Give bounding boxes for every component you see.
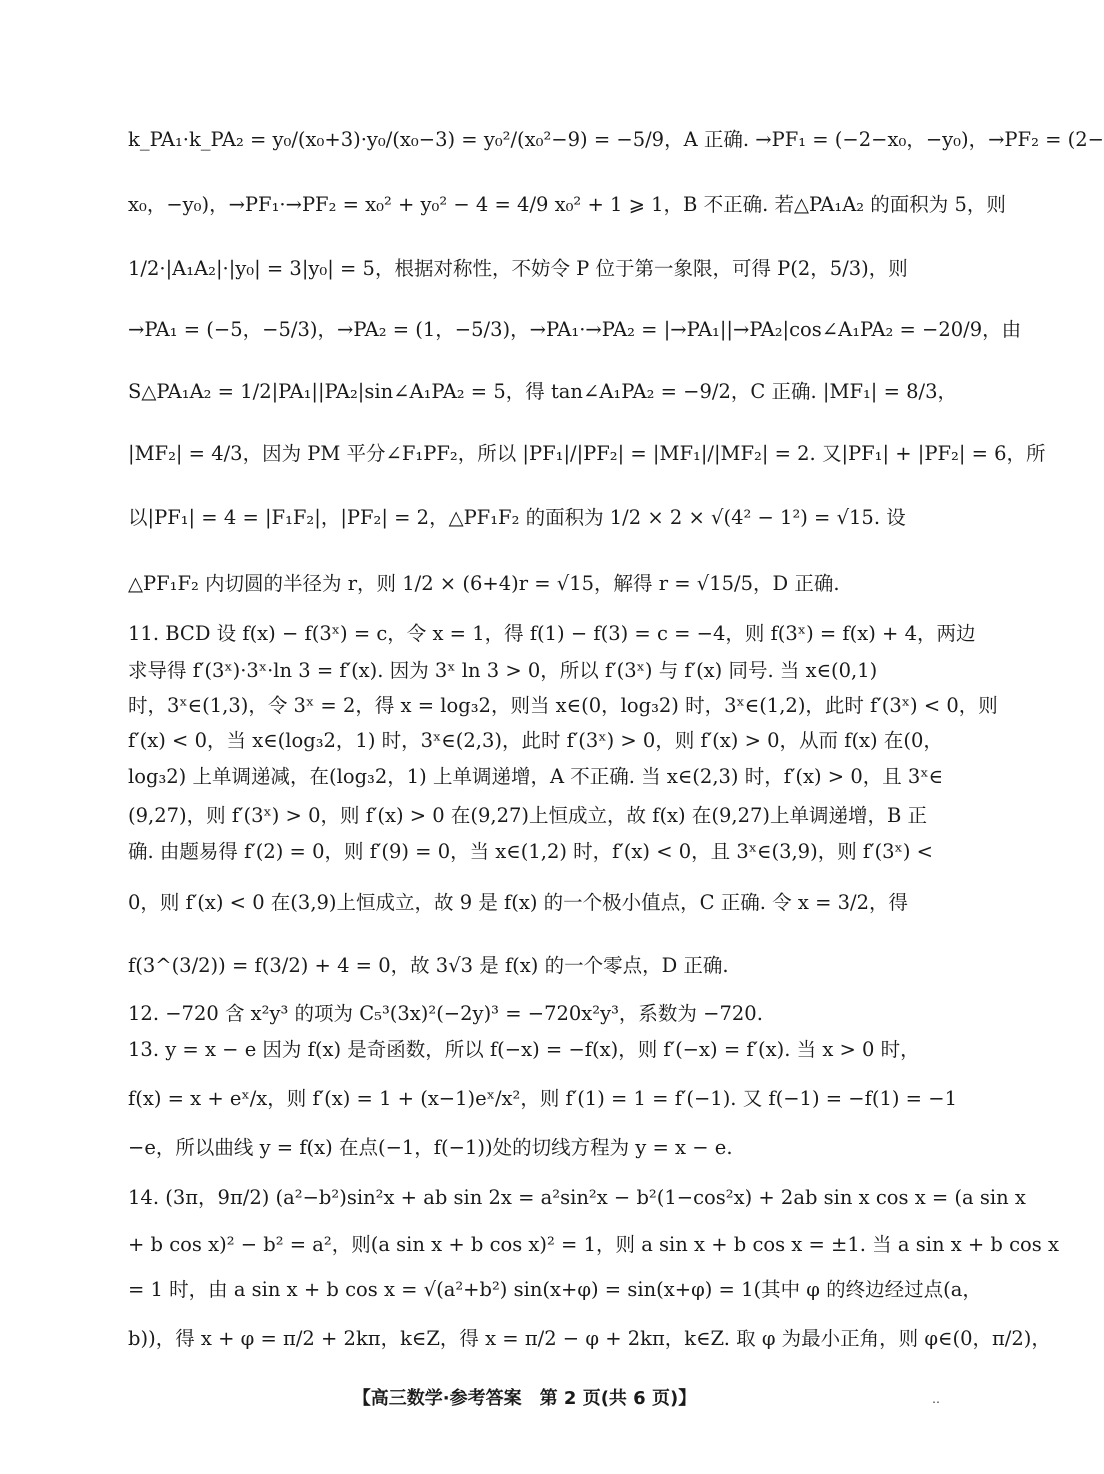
text-line: 求导得 f′(3ˣ)·3ˣ·ln 3 = f′(x). 因为 3ˣ ln 3 > 0，所以 f′(3ˣ) 与 f′(x) 同号. 当 x∈(0,1): [128, 659, 878, 682]
page-footer: 【高三数学·参考答案 第 2 页(共 6 页)】: [352, 1388, 697, 1409]
answer-14-line: 14. (3π，9π/2) (a²−b²)sin²x + ab sin 2x = a²sin²x − b²(1−cos²x) + 2ab sin x cos x = (a sin x: [128, 1186, 1026, 1209]
corner-mark: ‥: [932, 1392, 941, 1406]
text-line: f′(x) < 0，当 x∈(log₃2，1) 时，3ˣ∈(2,3)，此时 f′(3ˣ) > 0，则 f′(x) > 0，从而 f(x) 在(0，: [128, 729, 943, 752]
answer-12-line: 12. −720 含 x²y³ 的项为 C₅³(3x)²(−2y)³ = −720x²y³，系数为 −720.: [128, 1002, 763, 1025]
text-line: 确. 由题易得 f′(2) = 0，则 f′(9) = 0，当 x∈(1,2) 时，f′(x) < 0，且 3ˣ∈(3,9)，则 f′(3ˣ) <: [128, 840, 933, 863]
text-line: f(3^(3/2)) = f(3/2) + 4 = 0，故 3√3 是 f(x) 的一个零点，D 正确.: [128, 954, 729, 977]
text-line: b))，得 x + φ = π/2 + 2kπ，k∈Z，得 x = π/2 − φ + 2kπ，k∈Z. 取 φ 为最小正角，则 φ∈(0，π/2)，: [128, 1327, 1051, 1350]
text-line: + b cos x)² − b² = a²，则(a sin x + b cos x)² = 1，则 a sin x + b cos x = ±1. 当 a sin x + b cos x: [128, 1233, 1059, 1256]
text-line: S△PA₁A₂ = 1/2|PA₁||PA₂|sin∠A₁PA₂ = 5，得 tan∠A₁PA₂ = −9/2，C 正确. |MF₁| = 8/3，: [128, 380, 957, 403]
text-line: →PA₁ = (−5，−5/3)，→PA₂ = (1，−5/3)，→PA₁·→PA₂ = |→PA₁||→PA₂|cos∠A₁PA₂ = −20/9，由: [128, 318, 1022, 341]
text-line: 以|PF₁| = 4 = |F₁F₂|，|PF₂| = 2，△PF₁F₂ 的面积为 1/2 × 2 × √(4² − 1²) = √15. 设: [128, 506, 906, 529]
text-line: k_PA₁·k_PA₂ = y₀/(x₀+3)·y₀/(x₀−3) = y₀²/(x₀²−9) = −5/9，A 正确. →PF₁ = (−2−x₀，−y₀)，→PF₂ = (2−: [128, 128, 1104, 151]
text-line: f(x) = x + eˣ/x，则 f′(x) = 1 + (x−1)eˣ/x²，则 f′(1) = 1 = f′(−1). 又 f(−1) = −f(1) = −1: [128, 1087, 957, 1110]
text-line: = 1 时，由 a sin x + b cos x = √(a²+b²) sin(x+φ) = sin(x+φ) = 1(其中 φ 的终边经过点(a，: [128, 1278, 982, 1301]
text-line: △PF₁F₂ 内切圆的半径为 r，则 1/2 × (6+4)r = √15，解得 r = √15/5，D 正确.: [128, 572, 840, 595]
text-line: log₃2) 上单调递减，在(log₃2，1) 上单调递增，A 不正确. 当 x∈(2,3) 时，f′(x) > 0，且 3ˣ∈: [128, 765, 944, 788]
text-line: 1/2·|A₁A₂|·|y₀| = 3|y₀| = 5，根据对称性，不妨令 P 位于第一象限，可得 P(2，5/3)，则: [128, 257, 908, 280]
text-line: −e，所以曲线 y = f(x) 在点(−1，f(−1))处的切线方程为 y = x − e.: [128, 1136, 733, 1159]
text-line: 时，3ˣ∈(1,3)，令 3ˣ = 2，得 x = log₃2，则当 x∈(0，log₃2) 时，3ˣ∈(1,2)，此时 f′(3ˣ) < 0，则: [128, 694, 998, 717]
text-line: |MF₂| = 4/3，因为 PM 平分∠F₁PF₂，所以 |PF₁|/|PF₂| = |MF₁|/|MF₂| = 2. 又|PF₁| + |PF₂| = 6，所: [128, 442, 1046, 465]
text-line: (9,27)，则 f′(3ˣ) > 0，则 f′(x) > 0 在(9,27)上恒成立，故 f(x) 在(9,27)上单调递增，B 正: [128, 804, 928, 827]
text-line: x₀，−y₀)，→PF₁·→PF₂ = x₀² + y₀² − 4 = 4/9 x₀² + 1 ⩾ 1，B 不正确. 若△PA₁A₂ 的面积为 5，则: [128, 193, 1006, 216]
answer-13-line: 13. y = x − e 因为 f(x) 是奇函数，所以 f(−x) = −f(x)，则 f′(−x) = f′(x). 当 x > 0 时，: [128, 1038, 920, 1061]
text-line: 0，则 f′(x) < 0 在(3,9)上恒成立，故 9 是 f(x) 的一个极小值点，C 正确. 令 x = 3/2，得: [128, 891, 908, 914]
answer-11-line: 11. BCD 设 f(x) − f(3ˣ) = c，令 x = 1，得 f(1) − f(3) = c = −4，则 f(3ˣ) = f(x) + 4，两边: [128, 622, 976, 645]
